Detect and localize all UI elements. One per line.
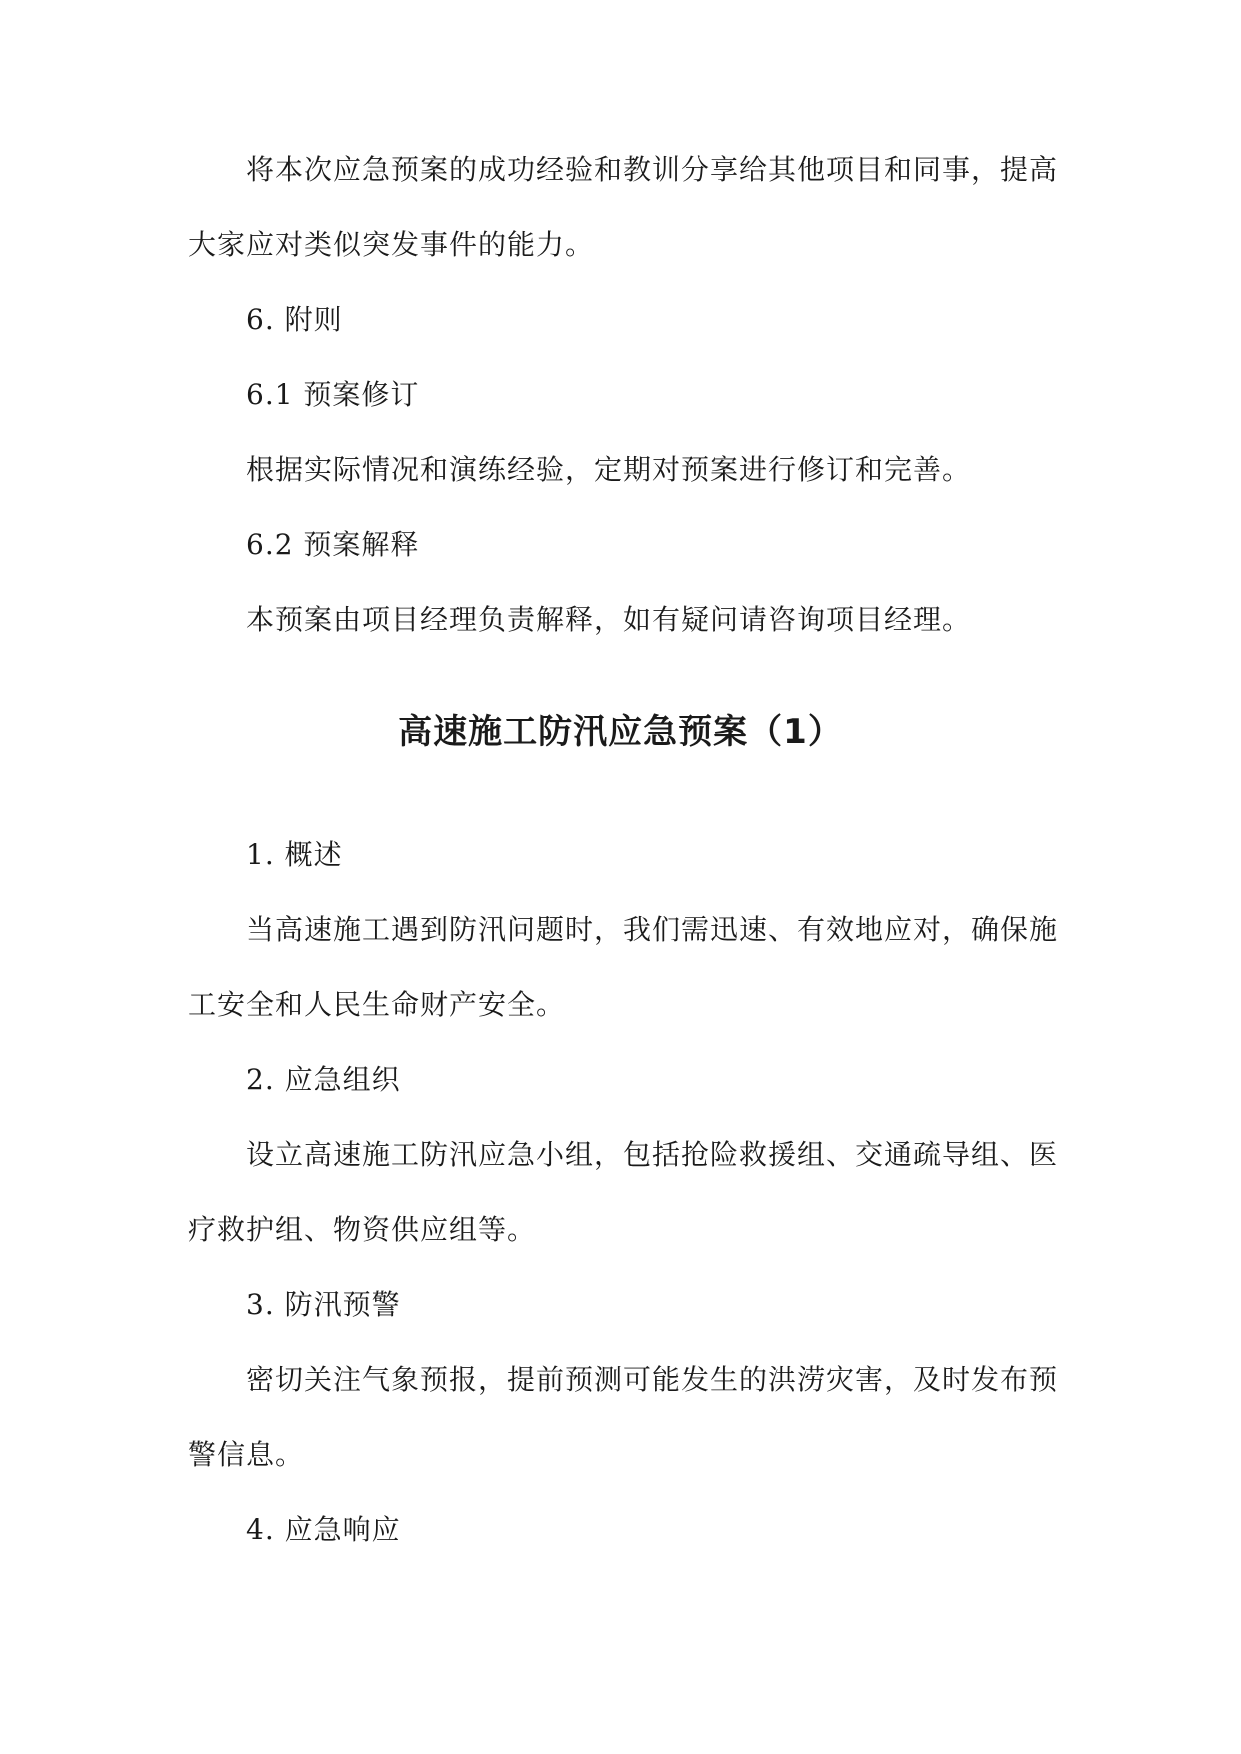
paragraph-flood-warning-line-1: 密切关注气象预报，提前预测可能发生的洪涝灾害，及时发布预 [246, 1363, 1059, 1396]
paragraph-experience-sharing-line-2: 大家应对类似突发事件的能力。 [188, 228, 595, 261]
paragraph-emergency-organization-line-2: 疗救护组、物资供应组等。 [188, 1213, 537, 1246]
section-heading-flood-warning: 3. 防汛预警 [246, 1288, 401, 1321]
subsection-heading-plan-revision: 6.1 预案修订 [246, 378, 420, 411]
subsection-heading-plan-interpretation: 6.2 预案解释 [246, 528, 420, 561]
paragraph-emergency-organization-line-1: 设立高速施工防汛应急小组，包括抢险救援组、交通疏导组、医 [246, 1138, 1059, 1171]
paragraph-experience-sharing-line-1: 将本次应急预案的成功经验和教训分享给其他项目和同事，提高 [246, 153, 1059, 186]
paragraph-plan-interpretation: 本预案由项目经理负责解释，如有疑问请咨询项目经理。 [246, 603, 972, 636]
paragraph-overview-line-2: 工安全和人民生命财产安全。 [188, 988, 566, 1021]
paragraph-plan-revision: 根据实际情况和演练经验，定期对预案进行修订和完善。 [246, 453, 972, 486]
section-heading-appendix: 6. 附则 [246, 303, 343, 336]
paragraph-overview-line-1: 当高速施工遇到防汛问题时，我们需迅速、有效地应对，确保施 [246, 913, 1059, 946]
section-heading-overview: 1. 概述 [246, 838, 343, 871]
paragraph-flood-warning-line-2: 警信息。 [188, 1438, 305, 1471]
section-heading-emergency-response: 4. 应急响应 [246, 1513, 401, 1546]
document-title: 高速施工防汛应急预案（1） [398, 712, 843, 752]
section-heading-emergency-organization: 2. 应急组织 [246, 1063, 401, 1096]
